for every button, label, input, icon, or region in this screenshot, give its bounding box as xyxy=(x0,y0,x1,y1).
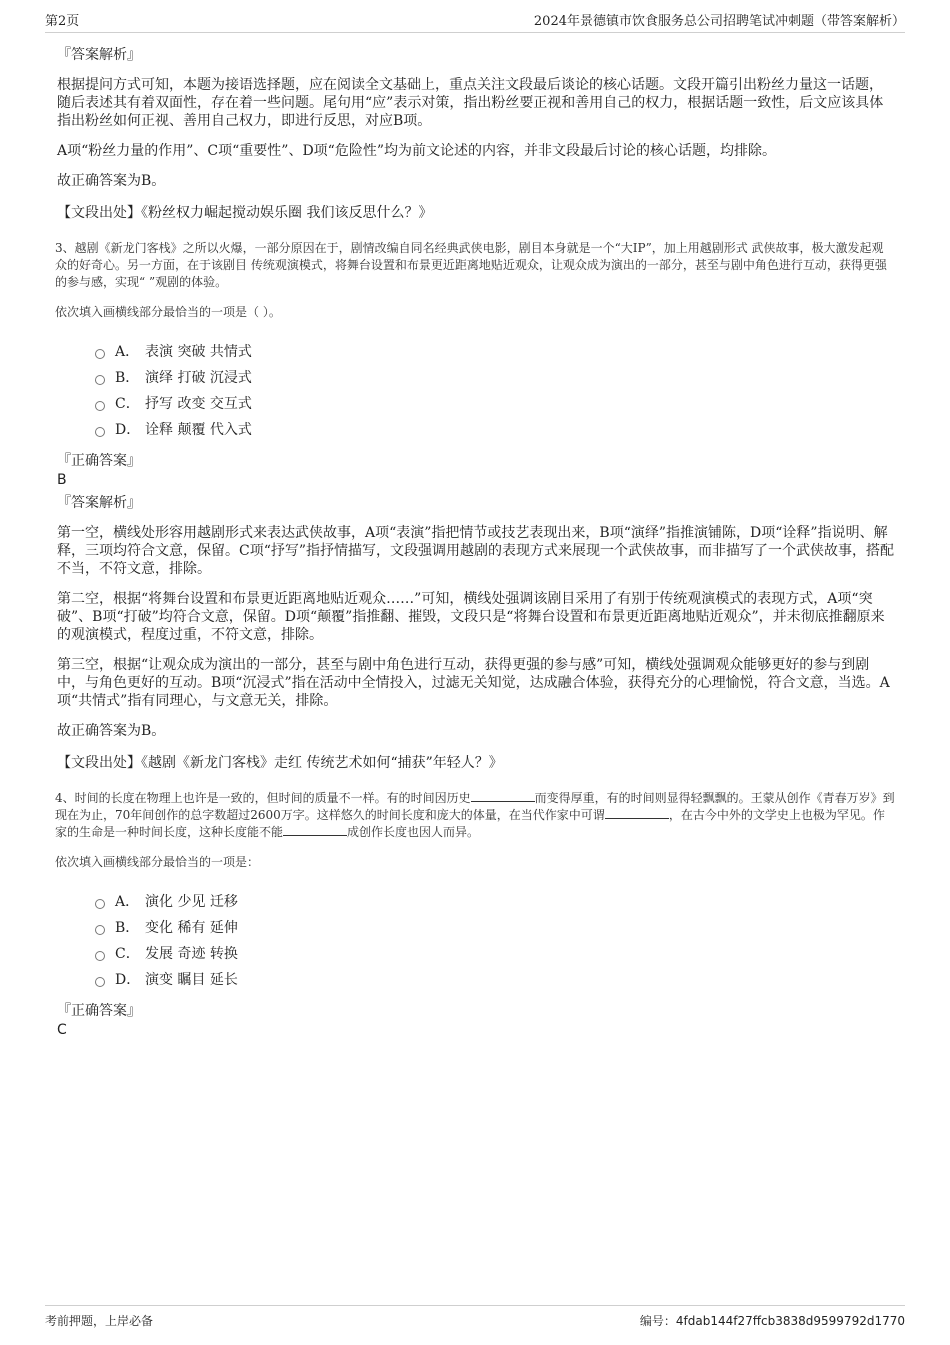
correct-answer: B xyxy=(57,472,67,488)
radio-icon[interactable] xyxy=(95,401,105,411)
code-value: 4fdab144f27ffcb3838d9599792d1770 xyxy=(675,1314,905,1328)
option-d[interactable] xyxy=(95,966,895,992)
question-4-prompt: 依次填入画横线部分最恰当的一项是： xyxy=(55,855,260,869)
analysis-label: 『答案解析』 xyxy=(57,495,141,511)
document-content xyxy=(55,44,895,1042)
option-letter: C． xyxy=(115,946,140,962)
fill-blank xyxy=(471,791,535,802)
analysis-label: 『答案解析』 xyxy=(57,47,141,63)
radio-icon[interactable] xyxy=(95,925,105,935)
option-text: 表演 突破 共情式 xyxy=(145,344,252,360)
correct-answer: C xyxy=(57,1022,67,1038)
page-number: 第2页 xyxy=(45,14,80,29)
footer-slogan: 考前押题，上岸必备 xyxy=(45,1314,154,1328)
question-3-options xyxy=(95,338,895,442)
option-text: 发展 奇迹 转换 xyxy=(145,946,238,962)
option-letter: B． xyxy=(115,920,140,936)
option-letter: C． xyxy=(115,396,140,412)
analysis-paragraph: 故正确答案为B。 xyxy=(57,173,166,189)
question-4-segment: 成创作长度也因人而异。 xyxy=(347,825,480,839)
option-b[interactable] xyxy=(95,914,895,940)
option-c[interactable] xyxy=(95,390,895,416)
option-text: 演变 瞩目 延长 xyxy=(145,972,238,988)
radio-icon[interactable] xyxy=(95,375,105,385)
page-footer xyxy=(45,1305,905,1329)
option-text: 演化 少见 迁移 xyxy=(145,894,238,910)
radio-icon[interactable] xyxy=(95,427,105,437)
radio-icon[interactable] xyxy=(95,951,105,961)
question-4-segment: 而变得厚重，有的时间则显得轻飘飘的。王蒙从创作《青春万岁》到现在为止，70年间创作的总字数超过2600万字。这样悠久的时间长度和庞大的体量，在当代作家中可谓 xyxy=(55,791,895,822)
option-d[interactable] xyxy=(95,416,895,442)
document-code xyxy=(640,1312,905,1329)
option-letter: D． xyxy=(115,422,141,438)
radio-icon[interactable] xyxy=(95,977,105,987)
option-text: 诠释 颠覆 代入式 xyxy=(145,422,252,438)
code-label: 编号： xyxy=(639,1314,676,1328)
fill-blank xyxy=(605,808,669,819)
option-text: 抒写 改变 交互式 xyxy=(145,396,252,412)
question-3-text: 3、越剧《新龙门客栈》之所以火爆，一部分原因在于，剧情改编自同名经典武侠电影，剧目本身就是一个“大IP”，加上用越剧形式 武侠故事，极大激发起观众的好奇心。另一方面，在于该剧目 传统观演模式，将舞台设置和布景更近距离地贴近观众，让观众成为演出的一部分，甚至与剧中角色进行互动，获得更强的参与感，实现“ ”观剧的体验。 xyxy=(55,241,887,289)
option-letter: B． xyxy=(115,370,140,386)
analysis-paragraph: 第二空，根据“将舞台设置和布景更近距离地贴近观众……”可知，横线处强调该剧目采用了有别于传统观演模式的表现方式，A项“突破”、B项“打破”均符合文意，保留。D项“颠覆”指推翻、摧毁，文段只是“将舞台设置和布景更近距离地贴近观众”，并未彻底推翻原来的观演模式，程度过重，不符文意，排除。 xyxy=(57,591,885,643)
question-4-text xyxy=(55,790,895,841)
option-letter: A． xyxy=(115,894,140,910)
analysis-paragraph: 故正确答案为B。 xyxy=(57,723,166,739)
analysis-paragraph: 第一空，横线处形容用越剧形式来表达武侠故事，A项“表演”指把情节或技艺表现出来，B项“演绎”指推演铺陈，D项“诠释”指说明、解释，三项均符合文意，保留。C项“抒写”指抒情描写，文段强调用越剧的表现方式来展现一个武侠故事，而非描写了一个武侠故事，搭配不当，不符文意，排除。 xyxy=(57,525,895,577)
source-citation: 【文段出处】《越剧《新龙门客栈》走红 传统艺术如何“捕获”年轻人？》 xyxy=(57,755,503,771)
correct-answer-label: 『正确答案』 xyxy=(57,1003,141,1019)
question-4-segment: ，在古今中外的文学史上也极为罕见。作家的生命是一种时间长度，这种长度能不能 xyxy=(55,808,885,839)
question-4-options xyxy=(95,888,895,992)
option-c[interactable] xyxy=(95,940,895,966)
correct-answer-label: 『正确答案』 xyxy=(57,453,141,469)
source-citation: 【文段出处】《粉丝权力崛起搅动娱乐圈 我们该反思什么？》 xyxy=(57,205,433,221)
page-header xyxy=(45,10,905,33)
analysis-paragraph: 根据提问方式可知，本题为接语选择题，应在阅读全文基础上，重点关注文段最后谈论的核心话题。文段开篇引出粉丝力量这一话题，随后表述其有着双面性，存在着一些问题。尾句用“应”表示对策，指出粉丝要正视和善用自己的权力，根据话题一致性，后文应该具体指出粉丝如何正视、善用自己权力，即进行反思，对应B项。 xyxy=(57,77,884,129)
radio-icon[interactable] xyxy=(95,899,105,909)
analysis-paragraph: 第三空，根据“让观众成为演出的一部分，甚至与剧中角色进行互动，获得更强的参与感”可知，横线处强调观众能够更好的参与到剧中，与角色更好的互动。B项“沉浸式”指在活动中全情投入，过滤无关知觉，达成融合体验，获得充分的心理愉悦，符合文意，当选。A项“共情式”指有同理心，与文意无关，排除。 xyxy=(57,657,890,709)
question-4-segment: 4、时间的长度在物理上也许是一致的，但时间的质量不一样。有的时间因历史 xyxy=(55,791,471,805)
option-letter: D． xyxy=(115,972,141,988)
option-b[interactable] xyxy=(95,364,895,390)
option-a[interactable] xyxy=(95,338,895,364)
option-a[interactable] xyxy=(95,888,895,914)
radio-icon[interactable] xyxy=(95,349,105,359)
analysis-paragraph: A项“粉丝力量的作用”、C项“重要性”、D项“危险性”均为前文论述的内容，并非文段最后讨论的核心话题，均排除。 xyxy=(57,143,776,159)
fill-blank xyxy=(283,825,347,836)
option-letter: A． xyxy=(115,344,140,360)
option-text: 变化 稀有 延伸 xyxy=(145,920,238,936)
document-title: 2024年景德镇市饮食服务总公司招聘笔试冲刺题（带答案解析） xyxy=(533,14,905,29)
question-3-prompt: 依次填入画横线部分最恰当的一项是（ ）。 xyxy=(55,305,281,319)
option-text: 演绎 打破 沉浸式 xyxy=(145,370,252,386)
